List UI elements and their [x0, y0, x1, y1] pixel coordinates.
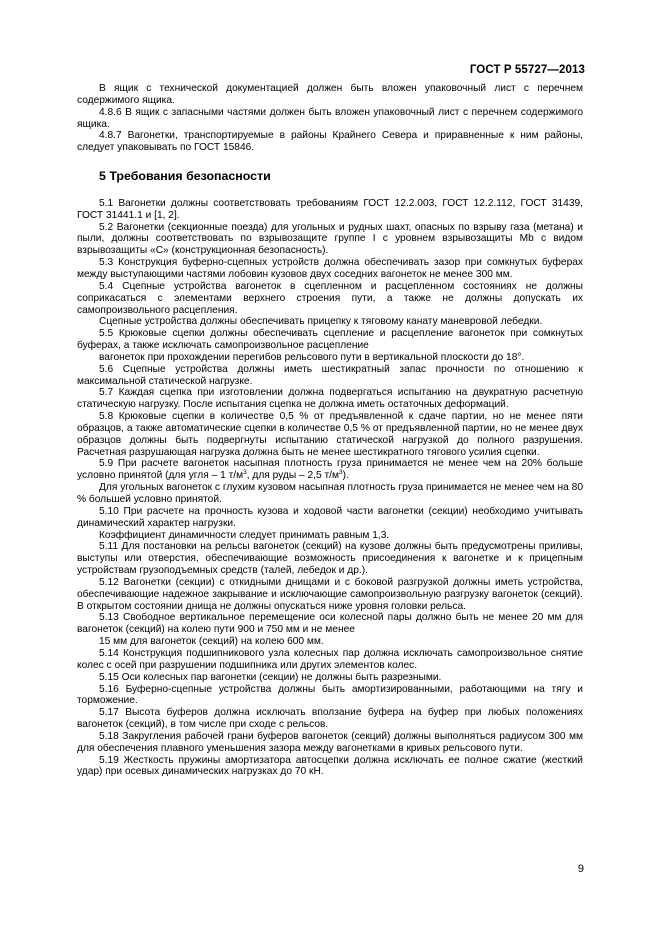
paragraph-5-9: [77, 458, 583, 482]
paragraph: 5.16 Буферно-сцепные устройства должны быть амортизированными, работающими на тягу и торможение.: [77, 683, 583, 707]
text-run: , для руды – 2,5 т/м: [246, 470, 340, 482]
paragraph: 5.14 Конструкция подшипникового узла колесных пар должна исключать самопроизвольное снятие колес с осей при разрушении подшипника или других элементов колес.: [77, 647, 583, 671]
paragraph: 5.4 Сцепные устройства вагонеток в сцепленном и расцепленном состояниях не должны соприкасаться с элементами верхнего строения пути, а также не должны допускать их самопроизвольного расцепления.: [77, 280, 583, 316]
text-run: ).: [342, 470, 349, 482]
paragraph: 5.17 Высота буферов должна исключать вползание буфера на буфер при любых положениях вагонеток (секций), в том числе при сходе с рельсов.: [77, 707, 583, 731]
paragraph: 5.15 Оси колесных пар вагонетки (секции) не должны быть разрезными.: [99, 671, 442, 683]
paragraph: 5.7 Каждая сцепка при изготовлении должна подвергаться испытанию на двукратную расчетную статическую нагрузку. После испытания сцепка не должна иметь остаточных деформаций.: [77, 387, 583, 411]
paragraph: 4.8.7 Вагонетки, транспортируемые в районы Крайнего Севера и приравненные к ним районы, следует упаковывать по ГОСТ 15846.: [77, 130, 583, 154]
paragraph: Для угольных вагонеток с глухим кузовом насыпная плотность груза принимается не менее чем на 80 % большей условно принятой.: [77, 482, 583, 505]
paragraph: Сцепные устройства должны обеспечивать прицепку к тяговому канату маневровой лебедки.: [99, 316, 543, 328]
paragraph: 5.8 Крюковые сцепки в количестве 0,5 % от предъявленной к сдаче партии, но не менее пяти образцов, а также автоматические сцепки в количестве 0,5 % от предъявленной партии, но не менее двух образцов должны быть подвергнуты испытанию статической нагрузкой до полного разрушения. Расчетная разрушающая нагрузка должна быть не менее шестикратного тягового усилия сцепки.: [77, 411, 583, 458]
paragraph: 4.8.6 В ящик с запасными частями должен быть вложен упаковочный лист с перечнем содержимого ящика.: [77, 106, 583, 130]
page-number: 9: [577, 863, 584, 875]
paragraph: вагонеток при прохождении перегибов рельсового пути в вертикальной плоскости до 18°.: [99, 351, 525, 363]
paragraph: 5.1 Вагонетки должны соответствовать требованиям ГОСТ 12.2.003, ГОСТ 12.2.112, ГОСТ 31439, ГОСТ 31441.1 и [1, 2].: [77, 197, 583, 221]
paragraph: 5.11 Для постановки на рельсы вагонеток (секций) на кузове должны быть предусмотрены приливы, выступы или отверстия, обеспечивающие возможность присоединения к вагонетке и к прицепным устройствам грузоподъемных средств (талей, лебедок и др.).: [77, 541, 583, 577]
paragraph: 15 мм для вагонеток (секций) на колею 600 мм.: [99, 636, 324, 648]
paragraph: 5.18 Закругления рабочей грани буферов вагонеток (секций) должны выполняться радиусом 300 мм для обеспечения плавного уменьшения зазора между вагонетками в кривых рельсового пути.: [77, 730, 583, 754]
paragraph: 5.19 Жесткость пружины амортизатора автосцепки должна исключать ее полное сжатие (жесткий удар) при осевых динамических нагрузках до 70 кН.: [77, 754, 583, 778]
paragraph: 5.10 При расчете на прочность кузова и ходовой части вагонетки (секции) необходимо учитывать динамический характер нагрузки.: [77, 505, 583, 529]
paragraph: 5.12 Вагонетки (секции) с откидными днищами и с боковой разгрузкой должны иметь устройства, обеспечивающие надежное закрывание и исключающие самопроизвольную разгрузку вагонеток (секций). В открытом состоянии днища не должны опускаться ниже уровня головки рельса.: [77, 576, 583, 612]
paragraph: 5.2 Вагонетки (секционные поезда) для угольных и рудных шахт, опасных по взрыву газа (метана) и пыли, должны соответствовать по взрывозащите группе I с уровнем взрывозащиты Mb с видом взрывозащиты «С» (конструкционная безопасность).: [77, 221, 583, 257]
paragraph: 5.3 Конструкция буферно-сцепных устройств должна обеспечивать зазор при сомкнутых буферах между выступающими частями лобовин кузовов двух соседних вагонеток не менее 300 мм.: [77, 257, 583, 280]
document-body: [77, 83, 583, 778]
superscript: 3: [243, 469, 247, 477]
text-run: 5.9 При расчете вагонеток насыпная плотность груза принимается не менее чем на 20% больше условно принятой (для угля – 1 т/м: [77, 458, 583, 482]
paragraph: Коэффициент динамичности следует принимать равным 1,3.: [99, 529, 390, 541]
superscript: 3: [339, 469, 343, 477]
paragraph: В ящик с технической документацией должен быть вложен упаковочный лист с перечнем содержимого ящика.: [77, 83, 583, 106]
paragraph: 5.13 Свободное вертикальное перемещение оси колесной пары должно быть не менее 20 мм для вагонеток (секций) на колею пути 900 и 750 мм и не менее: [77, 612, 583, 636]
document-header: ГОСТ Р 55727—2013: [469, 64, 585, 76]
paragraph: 5.6 Сцепные устройства должны иметь шестикратный запас прочности по отношению к максимальной статической нагрузке.: [77, 363, 583, 387]
paragraph: 5.5 Крюковые сцепки должны обеспечивать сцепление и расцепление вагонеток при сомкнутых буферах, а также исключать самопроизвольное расцепление: [77, 328, 583, 352]
section-title: 5 Требования безопасности: [99, 169, 271, 184]
